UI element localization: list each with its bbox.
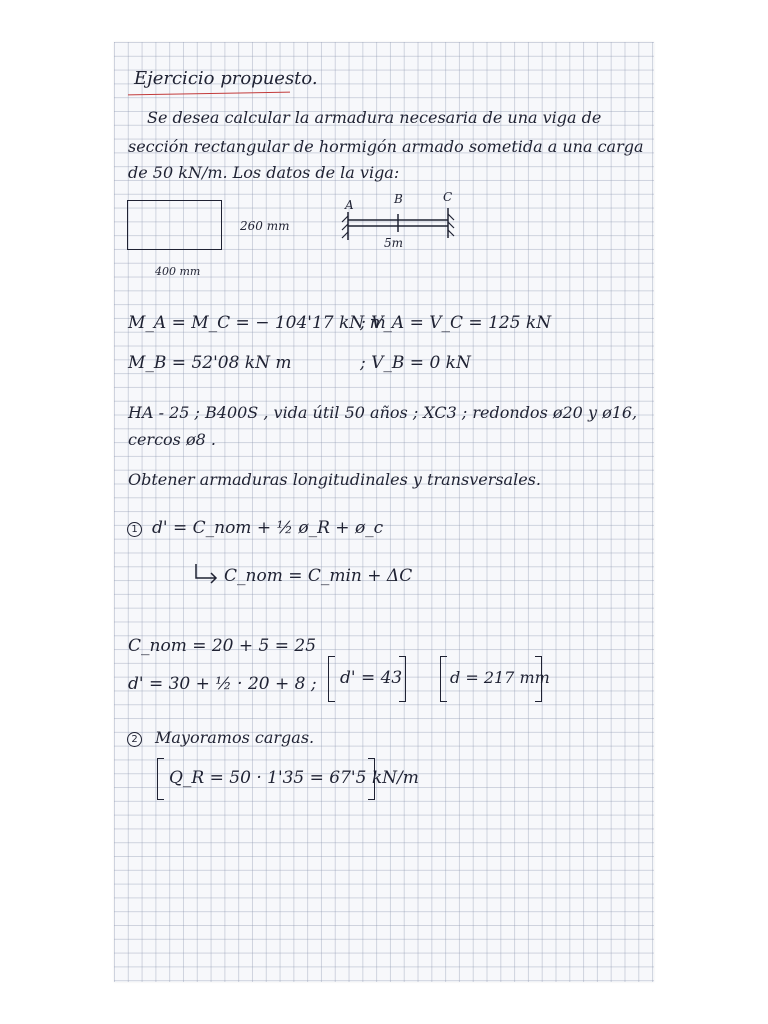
- d-prime-result: d' = 43: [340, 668, 403, 688]
- task-statement: Obtener armaduras longitudinales y transversales.: [128, 470, 541, 489]
- beam-point-a: A: [345, 198, 354, 212]
- section-height-label: 260 mm: [240, 219, 290, 233]
- arrow-right-icon: [192, 562, 222, 588]
- moment-ac: M_A = M_C = − 104'17 kN m: [128, 313, 386, 333]
- beam-point-c: C: [443, 190, 453, 204]
- shear-b: ; V_B = 0 kN: [360, 353, 471, 373]
- step-2-number: 2: [127, 732, 142, 747]
- page-title: Ejercicio propuesto.: [134, 68, 318, 89]
- statement-line-3: de 50 kN/m. Los datos de la viga:: [128, 163, 400, 182]
- d-prime-result-box: [328, 656, 406, 702]
- step-2-label: Mayoramos cargas.: [155, 728, 315, 747]
- qr-result: Q_R = 50 · 1'35 = 67'5 kN/m: [169, 768, 419, 788]
- section-width-label: 400 mm: [155, 265, 201, 278]
- statement-line-2: sección rectangular de hormigón armado sometida a una carga: [128, 137, 644, 156]
- moment-b: M_B = 52'08 kN m: [128, 353, 292, 373]
- d-result-box: [440, 656, 550, 702]
- qr-result-box: [157, 758, 419, 800]
- graph-paper-sheet: [114, 42, 654, 982]
- beam-span-label: 5m: [384, 236, 404, 250]
- beam-cross-section: [127, 200, 222, 250]
- d-result: d = 217 mm: [450, 668, 550, 687]
- step-1-number: 1: [127, 522, 142, 537]
- step-1-formula: d' = C_nom + ½ ø_R + ø_c: [152, 518, 384, 538]
- d-prime-calculation: d' = 30 + ½ · 20 + 8 ;: [128, 674, 317, 694]
- beam-point-b: B: [394, 192, 403, 206]
- beam-sketch: [336, 200, 466, 260]
- step-1-sub-formula: C_nom = C_min + ΔC: [224, 566, 413, 586]
- materials-line-2: cercos ø8 .: [128, 430, 216, 449]
- cnom-calculation: C_nom = 20 + 5 = 25: [128, 636, 317, 656]
- shear-ac: ; V_A = V_C = 125 kN: [360, 313, 552, 333]
- materials-line-1: HA - 25 ; B400S , vida útil 50 años ; XC3 ; redondos ø20 y ø16,: [128, 403, 638, 422]
- statement-line-1: Se desea calcular la armadura necesaria de una viga de: [147, 108, 602, 127]
